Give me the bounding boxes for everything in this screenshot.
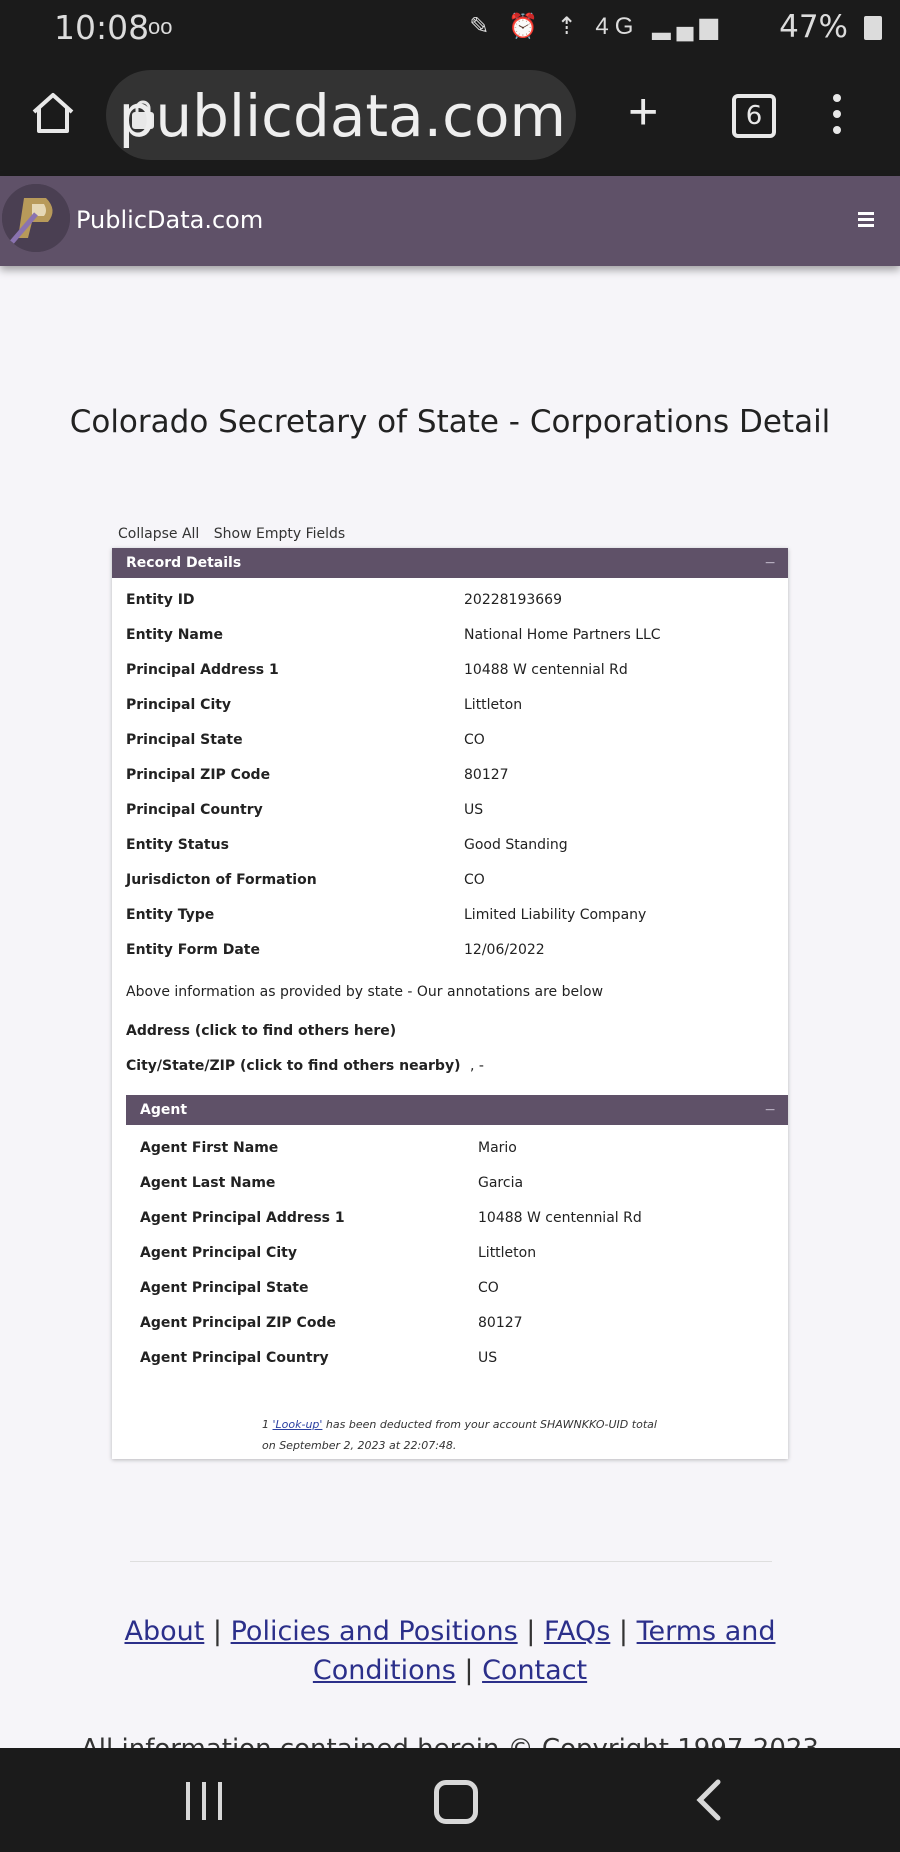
separator: | [618, 1616, 629, 1647]
agent-field-label: Agent First Name [140, 1140, 279, 1156]
voicemail-icon: oo [148, 14, 173, 39]
footnote-line2: on September 2, 2023 at 22:07:48. [262, 1439, 457, 1452]
agent-field-value: 10488 W centennial Rd [478, 1210, 642, 1226]
agent-field-row [140, 1210, 780, 1245]
footer-divider [130, 1561, 772, 1562]
record-field-label: Principal City [126, 697, 232, 713]
record-field-value: Good Standing [464, 837, 568, 853]
record-field-row [126, 837, 766, 872]
address-lookup-row[interactable] [126, 1023, 766, 1058]
clock: 10:08 [54, 8, 150, 47]
new-tab-icon[interactable]: + [628, 83, 659, 141]
separator: | [464, 1655, 474, 1686]
site-title[interactable]: PublicData.com [76, 206, 264, 234]
record-field-value: Littleton [464, 697, 523, 713]
contact-link[interactable]: Contact [482, 1655, 588, 1686]
terms-link[interactable]: Terms and Conditions [312, 1616, 776, 1686]
record-field-label: Principal Country [126, 802, 263, 818]
record-field-label: Entity Status [126, 837, 229, 853]
agent-field-row [140, 1175, 780, 1210]
menu-icon[interactable] [858, 212, 874, 230]
browser-toolbar [0, 56, 900, 176]
about-link[interactable]: About [124, 1616, 205, 1647]
address-lookup-label[interactable]: Address (click to find others here) [126, 1023, 397, 1039]
record-field-label: Principal Address 1 [126, 662, 279, 678]
separator: | [212, 1616, 223, 1647]
agent-field-value: 80127 [478, 1315, 523, 1331]
record-field-label: Entity Name [126, 627, 223, 643]
collapse-icon[interactable]: − [764, 555, 776, 571]
record-field-value: Limited Liability Company [464, 907, 647, 923]
agent-field-row [140, 1140, 780, 1175]
home-icon[interactable] [30, 90, 76, 136]
record-field-row [126, 767, 766, 802]
agent-field-row [140, 1315, 780, 1350]
record-field-value: CO [464, 872, 485, 888]
agent-field-value: US [478, 1350, 498, 1366]
agent-field-label: Agent Principal City [140, 1245, 297, 1261]
record-field-row [126, 872, 766, 907]
system-nav-bar [0, 1748, 900, 1852]
lookup-link[interactable]: 'Look-up' [272, 1418, 323, 1431]
faqs-link[interactable]: FAQs [543, 1616, 611, 1647]
agent-field-value: Mario [478, 1140, 517, 1156]
agent-collapse-icon[interactable]: − [764, 1102, 776, 1118]
collapse-all-link[interactable]: Collapse All [118, 526, 200, 542]
record-field-row [126, 627, 766, 662]
more-options-icon[interactable] [833, 94, 841, 134]
page-title: Colorado Secretary of State - Corporations Detail [69, 404, 831, 440]
battery-level: 47% [779, 9, 848, 45]
agent-field-value: CO [478, 1280, 499, 1296]
record-field-row [126, 907, 766, 942]
record-controls [118, 526, 355, 542]
battery-icon [864, 16, 882, 40]
status-icons: ✎ ⏰ ⇡ 4G ▂▄▆ [469, 13, 724, 40]
agent-field-label: Agent Last Name [140, 1175, 276, 1191]
record-field-label: Entity ID [126, 592, 195, 608]
separator: | [526, 1616, 536, 1647]
annotation-note: Above information as provided by state - Our annotations are below [126, 984, 604, 1000]
record-field-value: US [464, 802, 484, 818]
policies-link[interactable]: Policies and Positions [230, 1616, 518, 1647]
record-field-value: 10488 W centennial Rd [464, 662, 628, 678]
agent-field-value: Garcia [478, 1175, 524, 1191]
agent-header[interactable] [126, 1095, 788, 1125]
deduction-footnote [262, 1414, 662, 1456]
agent-field-row [140, 1280, 780, 1315]
home-nav-icon[interactable] [434, 1780, 478, 1824]
site-logo[interactable] [2, 184, 70, 252]
record-field-row [126, 802, 766, 837]
record-field-value: CO [464, 732, 485, 748]
footnote-line1: has been deducted from your account SHAWNKKO-UID total [322, 1418, 657, 1431]
agent-field-row [140, 1245, 780, 1280]
status-bar [0, 0, 900, 56]
tab-switcher-button[interactable]: 6 [732, 94, 776, 138]
record-field-row [126, 697, 766, 732]
record-field-value: 20228193669 [464, 592, 562, 608]
agent-field-label: Agent Principal State [140, 1280, 309, 1296]
recents-icon[interactable] [184, 1782, 224, 1820]
agent-field-value: Littleton [478, 1245, 537, 1261]
record-field-label: Entity Type [126, 907, 215, 923]
url-text: publicdata.com [118, 82, 566, 150]
record-field-value: 80127 [464, 767, 509, 783]
record-details-header[interactable] [112, 548, 788, 578]
agent-field-label: Agent Principal ZIP Code [140, 1315, 336, 1331]
city-lookup-label[interactable]: City/State/ZIP (click to find others nearby) [126, 1058, 461, 1074]
record-field-label: Principal ZIP Code [126, 767, 271, 783]
record-field-row [126, 662, 766, 697]
record-field-row [126, 732, 766, 767]
record-field-label: Entity Form Date [126, 942, 260, 958]
record-field-row [126, 942, 766, 977]
record-details-title: Record Details [126, 555, 242, 571]
site-header [0, 176, 900, 266]
back-icon[interactable] [690, 1778, 730, 1822]
agent-field-label: Agent Principal Country [140, 1350, 329, 1366]
agent-field-row [140, 1350, 780, 1385]
record-field-label: Jurisdicton of Formation [126, 872, 317, 888]
agent-title: Agent [140, 1102, 188, 1118]
record-card [112, 548, 788, 1459]
record-field-row [126, 592, 766, 627]
city-lookup-row[interactable] [126, 1058, 766, 1093]
address-bar[interactable] [106, 70, 576, 160]
city-lookup-value: , - [470, 1058, 484, 1074]
agent-field-label: Agent Principal Address 1 [140, 1210, 345, 1226]
record-field-label: Principal State [126, 732, 243, 748]
footnote-prefix: 1 [262, 1418, 273, 1431]
footer-links [120, 1612, 780, 1690]
record-field-value: National Home Partners LLC [464, 627, 661, 643]
show-empty-fields-link[interactable]: Show Empty Fields [213, 526, 346, 542]
record-field-value: 12/06/2022 [464, 942, 545, 958]
